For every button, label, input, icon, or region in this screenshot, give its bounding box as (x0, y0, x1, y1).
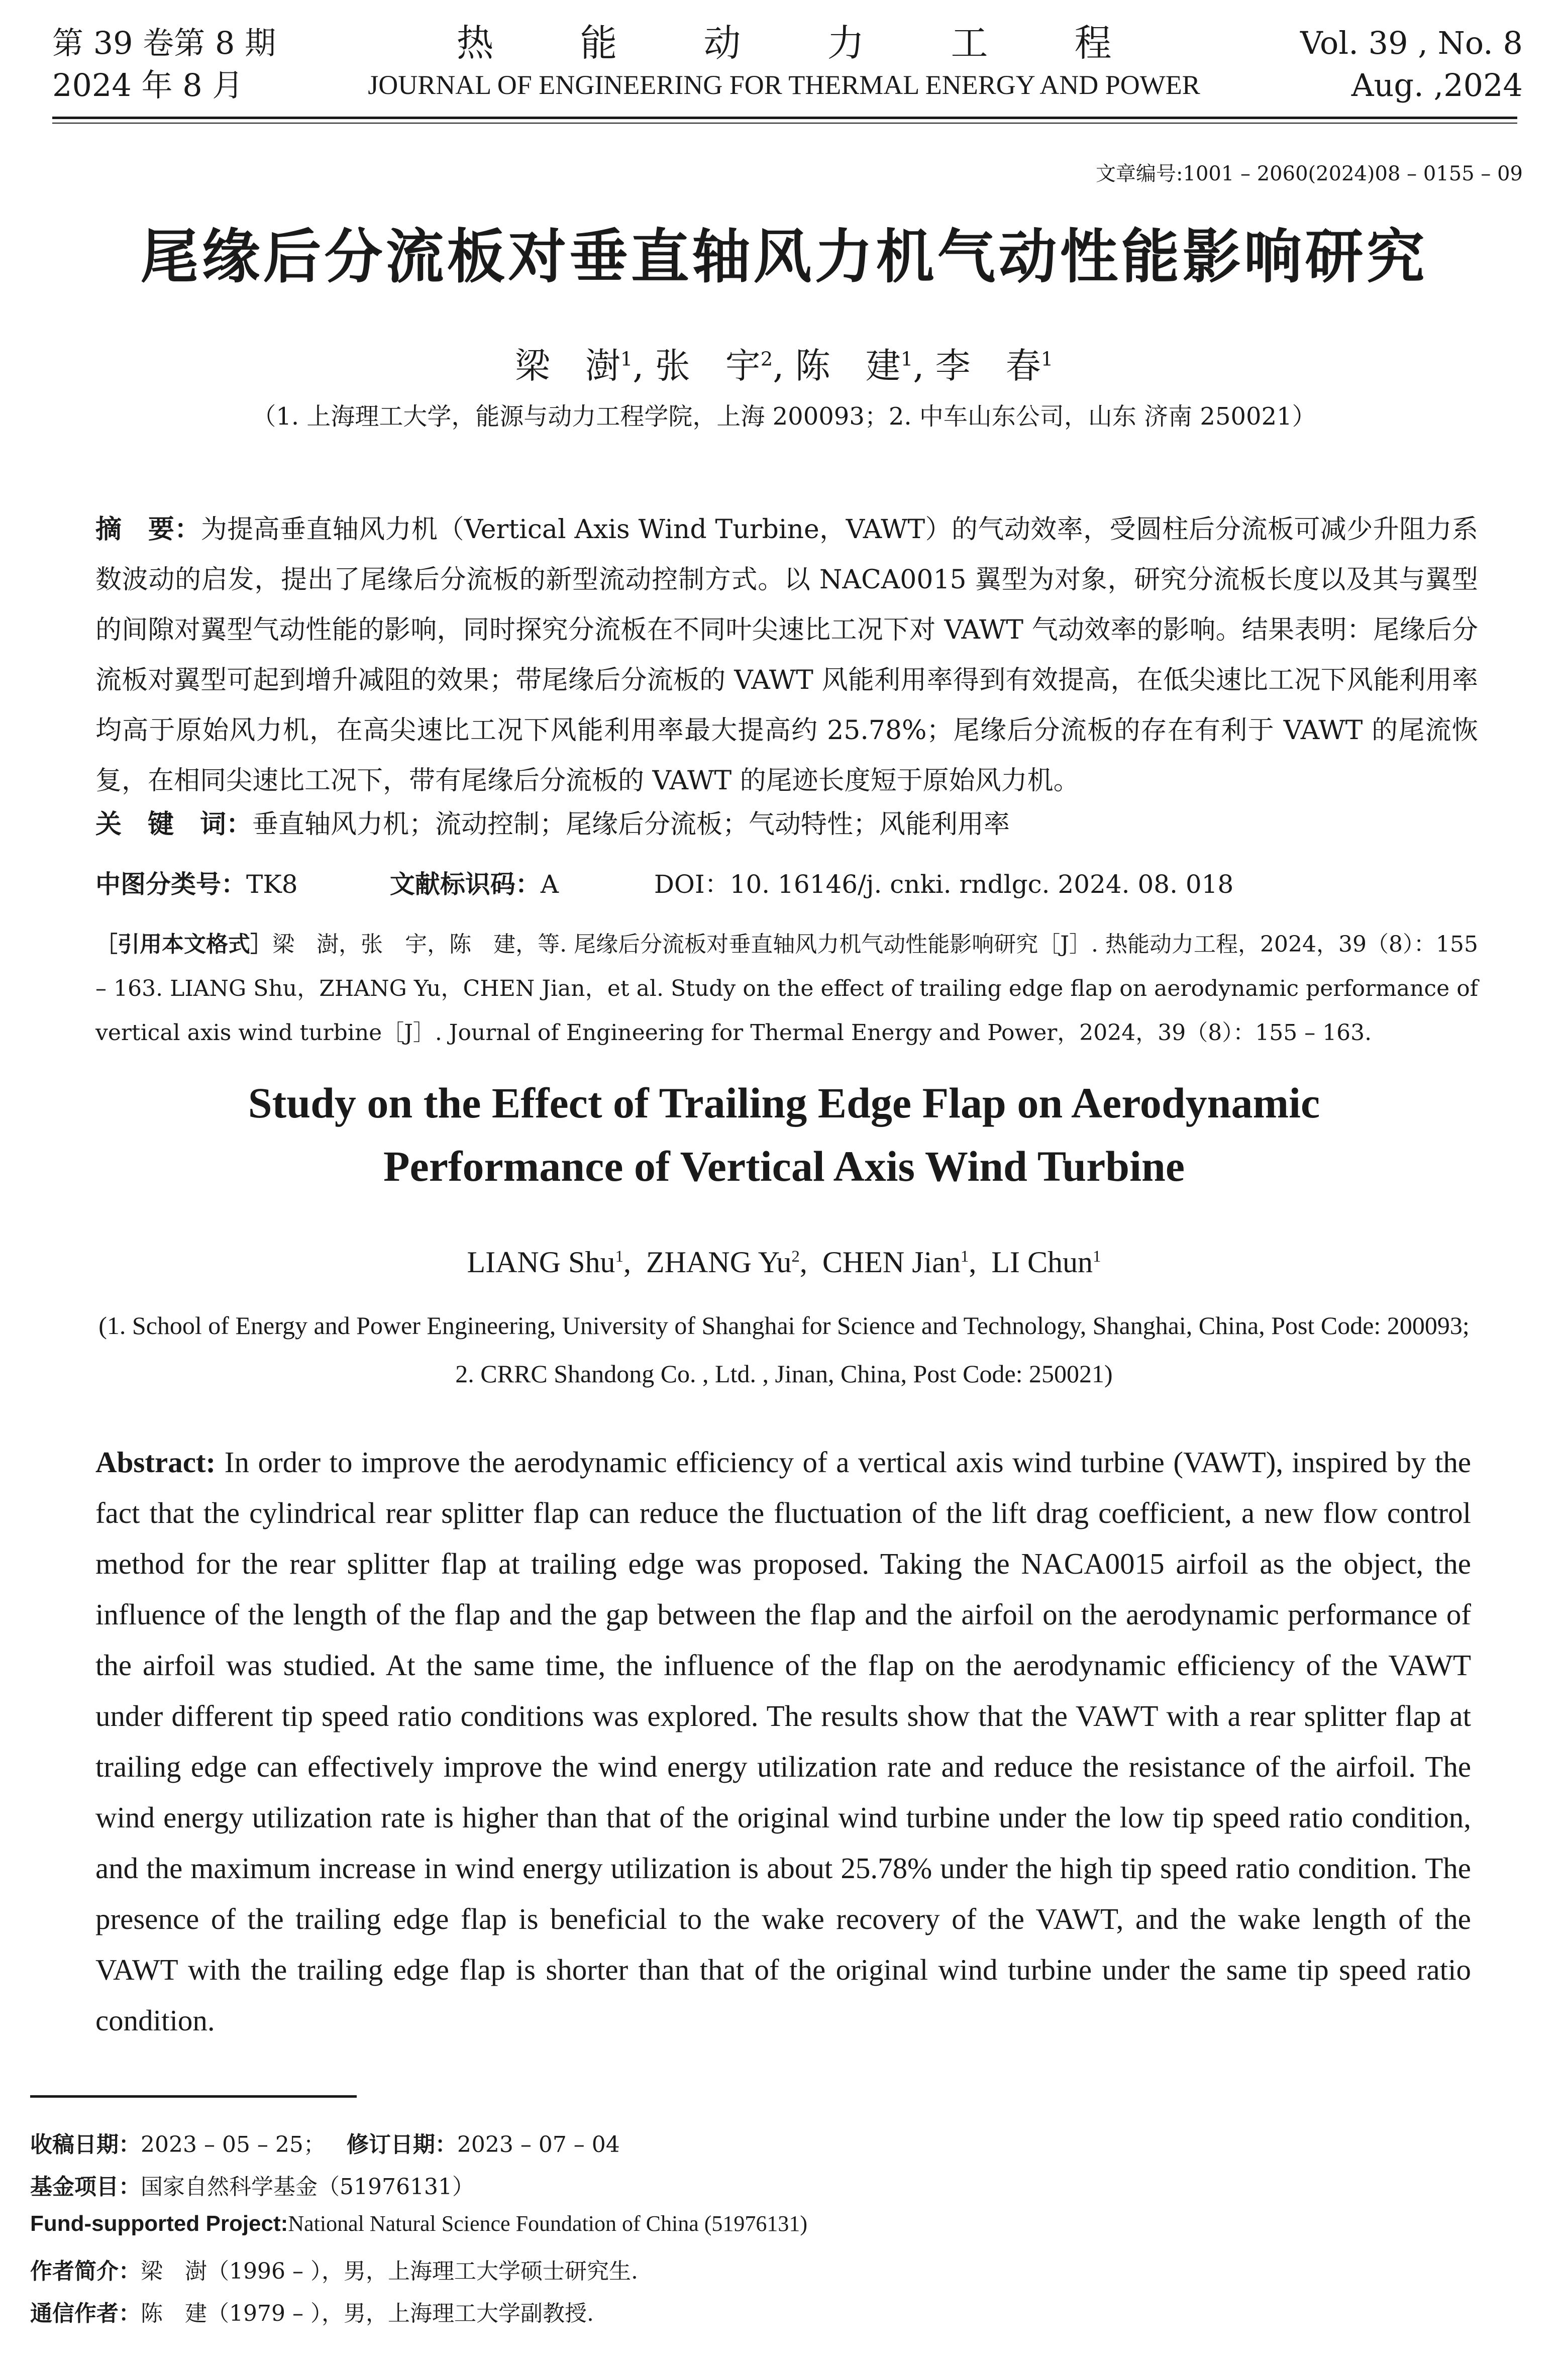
document-code: 文献标识码：A (389, 870, 559, 899)
author-list-cn (0, 338, 1568, 388)
footnote-author-bio: 作者简介：梁 澍（1996 – ），男，上海理工大学硕士研究生. (30, 2259, 638, 2284)
author-cn: 李 春$^1$ (935, 345, 1054, 386)
citation-text: 梁 澍，张 宇，陈 建，等. 尾缘后分流板对垂直轴风力机气动性能影响研究［J］. 热能动力工程，2024，39（8）：155 – 163. LIANG Shu，ZHANG Yu，CHEN Jian，et al. Study on the effect of trailing edge flap on aerodynamic performance of vertical axis wind turbine［J］. Journal of Engineering for Thermal Energy and Power，2024，39（8）：155 – 163. (95, 932, 1478, 1046)
footnote-rule (30, 2095, 357, 2098)
abstract-cn (95, 504, 1478, 806)
volume-issue-cn: 第 39 卷第 8 期 (52, 25, 276, 61)
author-en: CHEN Jian$^1$, (822, 1246, 992, 1279)
keywords-cn (95, 803, 1010, 841)
journal-name-cn: 热能动力工程 (456, 22, 1198, 65)
author-cn: 张 宇$^2$, (655, 345, 784, 386)
footnote-fund-en: Fund-supported Project:National Natural Science Foundation of China (51976131) (30, 2211, 808, 2236)
keywords-text: 垂直轴风力机；流动控制；尾缘后分流板；气动特性；风能利用率 (252, 809, 1010, 840)
abstract-en-label: Abstract: (95, 1446, 216, 1479)
clc-code: 中图分类号：TK8 (95, 870, 298, 899)
author-cn: 梁 澍$^1$, (514, 345, 644, 386)
author-en: LIANG Shu$^1$, (467, 1246, 646, 1279)
revised-date: 2023 – 07 – 04 (457, 2132, 620, 2158)
doi[interactable]: DOI：10. 16146/j. cnki. rndlgc. 2024. 08. 018 (654, 870, 1234, 899)
masthead-rule-top (52, 117, 1517, 119)
received-date: 2023 – 05 – 25； (141, 2132, 326, 2158)
date-en: Aug. ,2024 (1351, 67, 1523, 104)
author-list-en (0, 1245, 1568, 1280)
abstract-cn-label: 摘 要： (95, 515, 201, 545)
footnote-dates: 收稿日期：2023 – 05 – 25； 修订日期：2023 – 07 – 04 (30, 2132, 620, 2158)
footnote-corresponding-author: 通信作者：陈 建（1979 – ），男，上海理工大学副教授. (30, 2301, 594, 2326)
citation-label: ［引用本文格式］ (95, 932, 273, 957)
abstract-cn-text: 为提高垂直轴风力机（Vertical Axis Wind Turbine，VAWT）的气动效率，受圆柱后分流板可减少升阻力系数波动的启发，提出了尾缘后分流板的新型流动控制方式。以 NACA0015 翼型为对象，研究分流板长度以及其与翼型的间隙对翼型气动性能的影响，同时探究分流板在不同叶尖速比工况下对 VAWT 气动效率的影响。结果表明：尾缘后分流板对翼型可起到增升减阻的效果；带尾缘后分流板的 VAWT 风能利用率得到有效提高，在低尖速比工况下风能利用率均高于原始风力机，在高尖速比工况下风能利用率最大提高约 25.78%；尾缘后分流板的存在有利于 VAWT 的尾流恢复，在相同尖速比工况下，带有尾缘后分流板的 VAWT 的尾迹长度短于原始风力机。 (95, 515, 1478, 796)
author-en: LI Chun$^1$ (991, 1246, 1101, 1279)
classification-line (95, 864, 1233, 900)
paper-title-en: Study on the Effect of Trailing Edge Flap on Aerodynamic Performance of Vertical Axis Wind Turbine (248, 1079, 1320, 1190)
masthead-right (1300, 22, 1523, 107)
date-cn: 2024 年 8 月 (52, 67, 244, 104)
paper-title-cn: 尾缘后分流板对垂直轴风力机气动性能影响研究 (140, 223, 1428, 291)
footnote-fund-cn: 基金项目：国家自然科学基金（51976131） (30, 2174, 474, 2200)
affiliation-cn: （1. 上海理工大学，能源与动力工程学院，上海 200093；2. 中车山东公司，山东 济南 250021） (252, 402, 1316, 431)
citation-block (95, 922, 1478, 1055)
article-number: 文章编号:1001 – 2060(2024)08 – 0155 – 09 (1096, 162, 1523, 185)
author-en: ZHANG Yu$^2$, (646, 1246, 822, 1279)
journal-name-en: JOURNAL OF ENGINEERING FOR THERMAL ENERGY AND POWER (368, 70, 1200, 100)
keywords-label: 关 键 词： (95, 809, 253, 840)
masthead-rule-bottom (52, 123, 1517, 124)
author-cn: 陈 建$^1$, (795, 345, 924, 386)
abstract-en-text: In order to improve the aerodynamic efficiency of a vertical axis wind turbine (VAWT), inspired by the fact that the cylindrical rear splitter flap can reduce the fluctuation of the lift drag coefficient, a new flow control method for the rear splitter flap at trailing edge was proposed. Taking the NACA0015 airfoil as the object, the influence of the length of the flap and the gap between the flap and the airfoil on the aerodynamic performance of the airfoil was studied. At the same time, the influence of the flap on the aerodynamic efficiency of the VAWT under different tip speed ratio conditions was explored. The results show that the VAWT with a rear splitter flap at trailing edge can effectively improve the wind energy utilization rate and reduce the resistance of the airfoil. The wind energy utilization rate is higher than that of the original wind turbine under the low tip speed ratio condition, and the maximum increase in wind energy utilization is about 25.78% under the high tip speed ratio condition. The presence of the trailing edge flap is beneficial to the wake recovery of the VAWT, and the wake length of the VAWT with the trailing edge flap is shorter than that of the original wind turbine under the same tip speed ratio condition. (95, 1446, 1472, 2037)
affiliation-en: (1. School of Energy and Power Engineering, University of Shanghai for Science and Technology, Shanghai, China, Post Code: 200093; 2. CRRC Shandong Co. , Ltd. , Jinan, China, Post Code: 250021) (98, 1311, 1470, 1388)
volume-issue-en: Vol. 39 , No. 8 (1300, 25, 1523, 61)
abstract-en (95, 1437, 1471, 2046)
